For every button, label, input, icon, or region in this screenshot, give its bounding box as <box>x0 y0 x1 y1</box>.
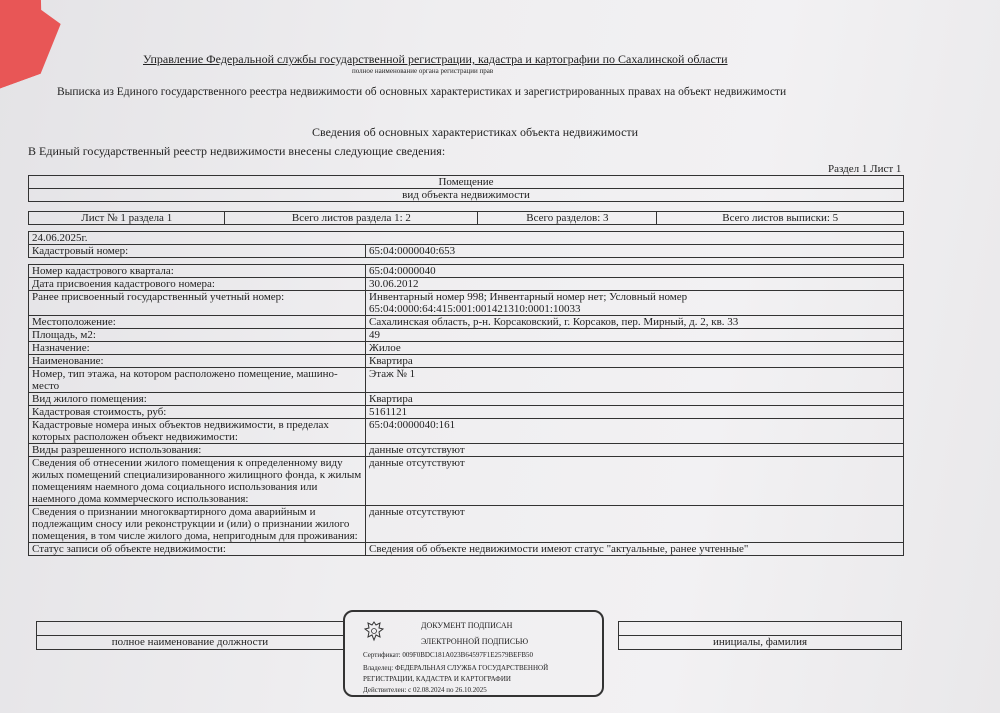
characteristics-rows <box>29 265 904 556</box>
row-label: Номер, тип этажа, на котором расположено помещение, машино-место <box>29 368 366 393</box>
table-row <box>29 457 904 506</box>
red-sticker <box>0 0 74 92</box>
sheets-info-table <box>28 211 904 225</box>
row-value: 30.06.2012 <box>366 278 904 291</box>
table-row <box>29 342 904 355</box>
object-type: Помещение <box>29 176 904 189</box>
table-row <box>29 393 904 406</box>
row-value: Сведения об объекте недвижимости имеют статус "актуальные, ранее учтенные" <box>366 543 904 556</box>
table-row <box>29 329 904 342</box>
object-type-table <box>28 175 904 202</box>
name-field <box>619 622 902 636</box>
row-label: Кадастровая стоимость, руб: <box>29 406 366 419</box>
row-label: Вид жилого помещения: <box>29 393 366 406</box>
stamp-validity: Действителен: с 02.08.2024 по 26.10.2025 <box>363 686 487 694</box>
cadastral-number-label: Кадастровый номер: <box>29 245 366 258</box>
row-label: Площадь, м2: <box>29 329 366 342</box>
row-label: Назначение: <box>29 342 366 355</box>
electronic-signature-stamp <box>343 610 604 697</box>
table-row <box>29 506 904 543</box>
row-value: 65:04:0000040 <box>366 265 904 278</box>
intro-text: В Единый государственный реестр недвижимости внесены следующие сведения: <box>28 144 446 158</box>
stamp-line-2: ЭЛЕКТРОННОЙ ПОДПИСЬЮ <box>421 637 529 646</box>
sheet-number: Лист № 1 раздела 1 <box>29 212 225 225</box>
table-gap <box>29 258 904 265</box>
row-label: Номер кадастрового квартала: <box>29 265 366 278</box>
row-label: Сведения об отнесении жилого помещения к определенному виду жилых помещений специализированного жилищного фонда, к жилым помещениям наемного дома социального использования или наемного дома коммерческого использования: <box>29 457 366 506</box>
row-value: Сахалинская область, р-н. Корсаковский, г. Корсаков, пер. Мирный, д. 2, кв. 33 <box>366 316 904 329</box>
row-label: Дата присвоения кадастрового номера: <box>29 278 366 291</box>
row-value: Жилое <box>366 342 904 355</box>
sheets-in-section: Всего листов раздела 1: 2 <box>225 212 478 225</box>
table-row <box>29 406 904 419</box>
table-row <box>29 278 904 291</box>
row-value: данные отсутствуют <box>366 506 904 543</box>
stamp-owner-2: РЕГИСТРАЦИИ, КАДАСТРА И КАРТОГРАФИИ <box>363 675 511 683</box>
position-field <box>37 622 344 636</box>
extract-date: 24.06.2025г. <box>29 232 904 245</box>
row-value: Квартира <box>366 393 904 406</box>
org-name: Управление Федеральной службы государственной регистрации, кадастра и картографии по Сахалинской области <box>143 52 728 66</box>
sheet-reference: Раздел 1 Лист 1 <box>828 163 902 175</box>
row-value: данные отсутствуют <box>366 457 904 506</box>
extract-title: Выписка из Единого государственного реестра недвижимости об основных характеристиках и зарегистрированных правах на объект недвижимости <box>57 86 787 98</box>
table-row <box>29 355 904 368</box>
row-value: Этаж № 1 <box>366 368 904 393</box>
row-label: Сведения о признании многоквартирного дома аварийным и подлежащим сносу или реконструкции и (или) о признании жилого помещения, в том числе жилого дома, непригодным для проживания: <box>29 506 366 543</box>
eagle-emblem-icon <box>363 620 385 642</box>
row-label: Статус записи об объекте недвижимости: <box>29 543 366 556</box>
stamp-certificate: Сертификат: 009F0BDC181A023B64597F1E2579BEFB50 <box>363 651 534 659</box>
row-label: Ранее присвоенный государственный учетный номер: <box>29 291 366 316</box>
section-title: Сведения об основных характеристиках объекта недвижимости <box>312 125 639 139</box>
position-caption: полное наименование должности <box>37 636 344 650</box>
sheets-total: Всего листов выписки: 5 <box>657 212 904 225</box>
table-row <box>29 543 904 556</box>
table-row <box>29 419 904 444</box>
table-row <box>29 291 904 316</box>
row-value: данные отсутствуют <box>366 444 904 457</box>
org-name-caption: полное наименование органа регистрации прав <box>352 67 494 75</box>
row-label: Кадастровые номера иных объектов недвижимости, в пределах которых расположен объект недвижимости: <box>29 419 366 444</box>
stamp-line-1: ДОКУМЕНТ ПОДПИСАН <box>421 621 513 630</box>
row-value: 49 <box>366 329 904 342</box>
row-label: Местоположение: <box>29 316 366 329</box>
stamp-owner-1: Владелец: ФЕДЕРАЛЬНАЯ СЛУЖБА ГОСУДАРСТВЕННОЙ <box>363 664 549 672</box>
row-value: Квартира <box>366 355 904 368</box>
row-value: 65:04:0000040:161 <box>366 419 904 444</box>
sections-total: Всего разделов: 3 <box>478 212 657 225</box>
row-value: 5161121 <box>366 406 904 419</box>
name-caption: инициалы, фамилия <box>619 636 902 650</box>
cadastral-number-value: 65:04:0000040:653 <box>366 245 904 258</box>
row-label: Виды разрешенного использования: <box>29 444 366 457</box>
table-row <box>29 316 904 329</box>
object-type-label: вид объекта недвижимости <box>29 189 904 202</box>
characteristics-table <box>28 231 904 556</box>
table-row <box>29 265 904 278</box>
table-row <box>29 368 904 393</box>
table-row <box>29 444 904 457</box>
row-label: Наименование: <box>29 355 366 368</box>
row-value: Инвентарный номер 998; Инвентарный номер нет; Условный номер 65:04:0000:64:415:001:001421310:0001:10033 <box>366 291 904 316</box>
